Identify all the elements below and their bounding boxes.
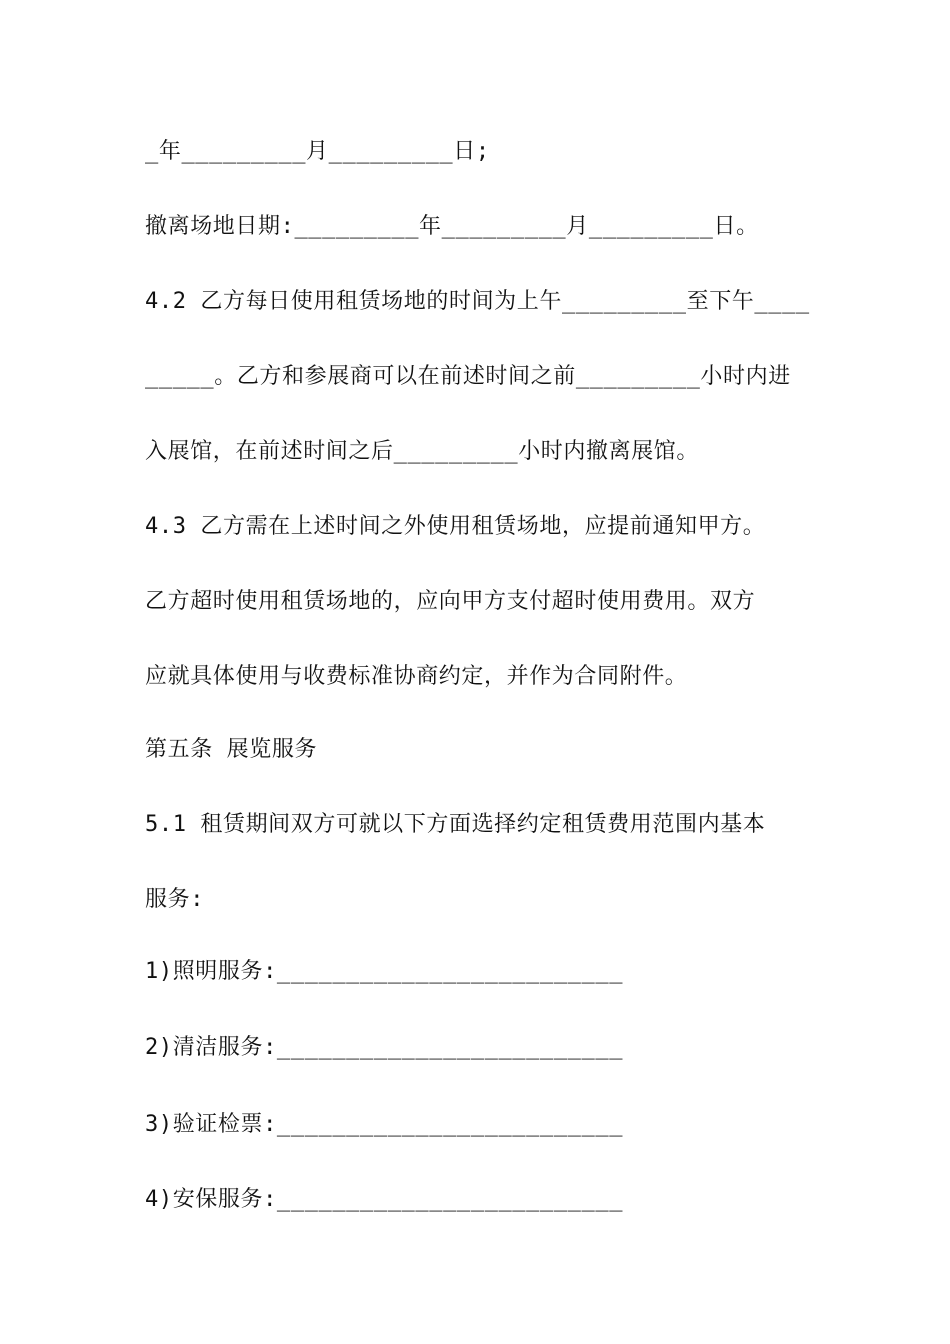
clause-5-1-line-1: 5.1 租赁期间双方可就以下方面选择约定租赁费用范围内基本 <box>145 812 766 837</box>
clause-4-2-line-2: _____。乙方和参展商可以在前述时间之前_________小时内进 <box>145 364 791 389</box>
clause-4-3-line-1: 4.3 乙方需在上述时间之外使用租赁场地，应提前通知甲方。 <box>145 514 766 539</box>
date-line-tail: _年_________月_________日; <box>145 139 490 164</box>
clause-4-2-line-1: 4.2 乙方每日使用租赁场地的时间为上午_________至下午____ <box>145 289 810 314</box>
service-item-security: 4)安保服务:_________________________ <box>145 1187 624 1212</box>
service-item-lighting: 1)照明服务:_________________________ <box>145 959 624 984</box>
withdrawal-date-line: 撤离场地日期:_________年_________月_________日。 <box>145 214 759 239</box>
clause-5-1-line-2: 服务: <box>145 887 205 912</box>
clause-4-3-line-2: 乙方超时使用租赁场地的，应向甲方支付超时使用费用。双方 <box>145 589 756 614</box>
service-item-cleaning: 2)清洁服务:_________________________ <box>145 1035 624 1060</box>
clause-4-2-line-3: 入展馆，在前述时间之后_________小时内撤离展馆。 <box>145 439 700 464</box>
clause-4-3-line-3: 应就具体使用与收费标准协商约定，并作为合同附件。 <box>145 664 688 689</box>
service-item-ticket-check: 3)验证检票:_________________________ <box>145 1112 624 1137</box>
article-5-heading: 第五条 展览服务 <box>145 737 318 762</box>
